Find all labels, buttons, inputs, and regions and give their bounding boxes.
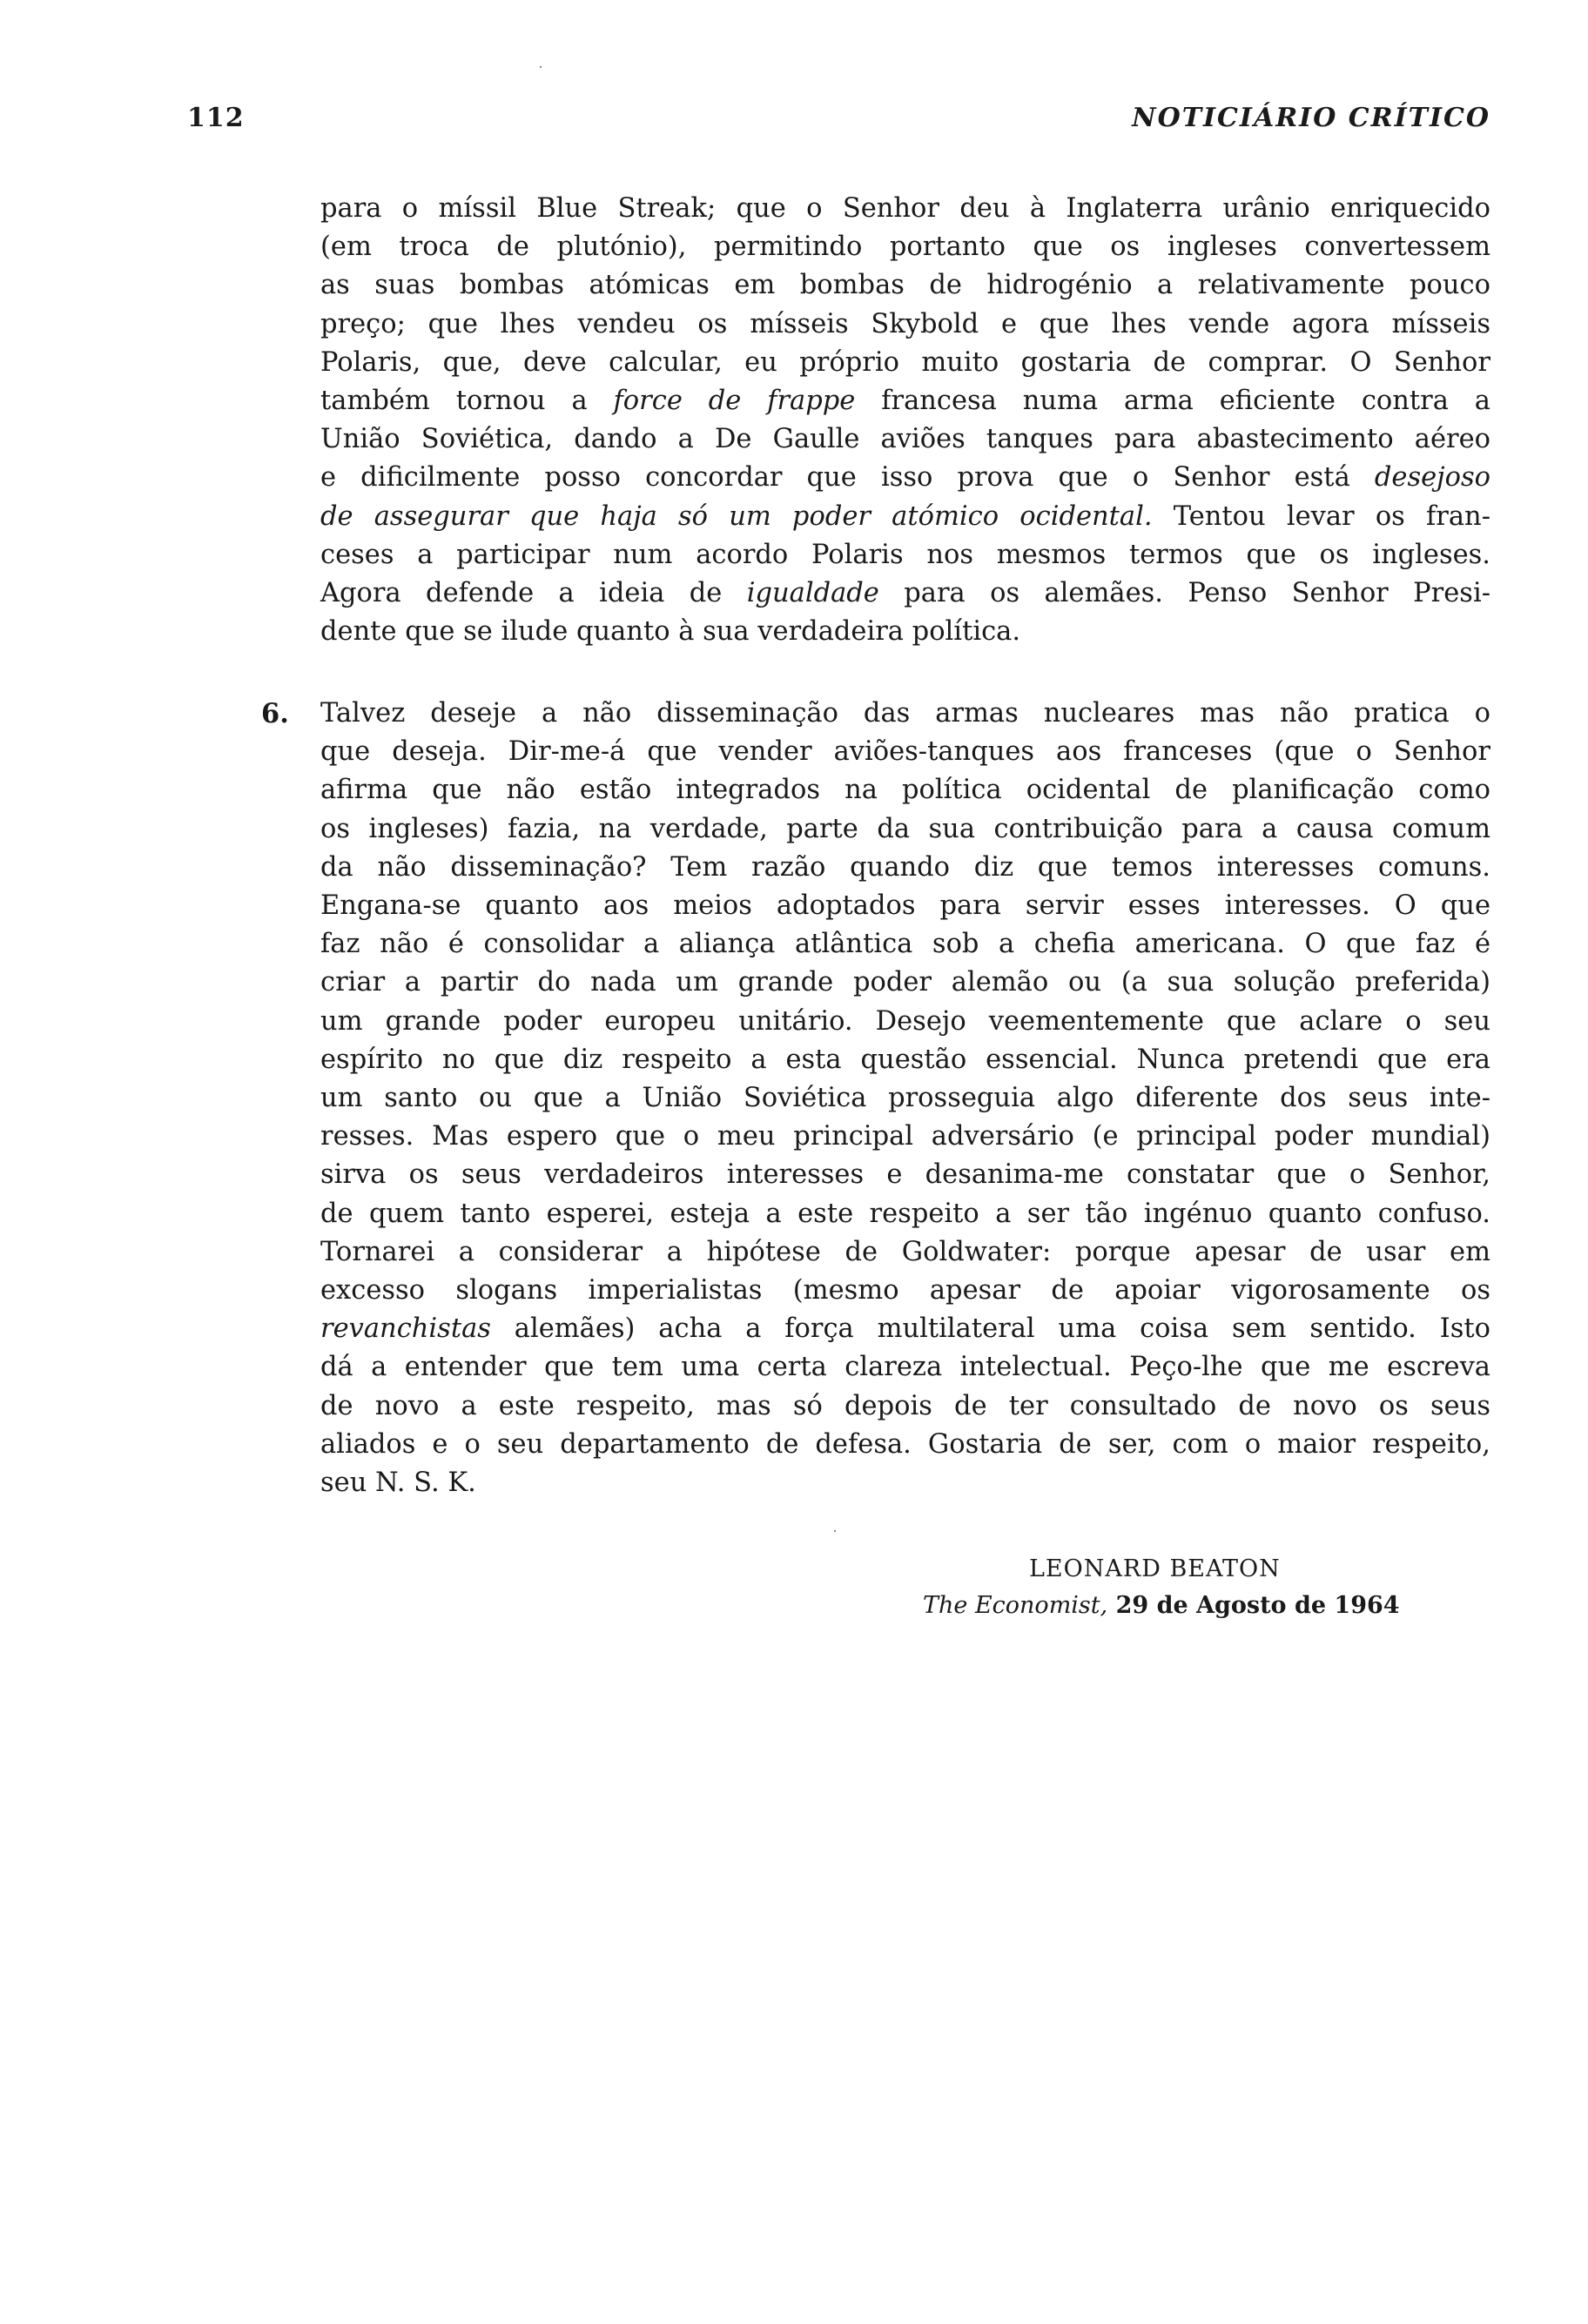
- paragraph-6: [320, 695, 1490, 1502]
- paragraph-continuation: [320, 190, 1490, 651]
- paper-speck: [540, 66, 542, 68]
- item-number: 6.: [261, 698, 289, 729]
- text-line: ceses a participar num acordo Polaris nos mesmos termos que os ingleses.: [320, 539, 1490, 570]
- page-number: 112: [187, 103, 245, 133]
- text-line: sirva os seus verdadeiros interesses e desanima-me constatar que o Senhor,: [320, 1159, 1490, 1191]
- text-line: seu N. S. K.: [320, 1468, 476, 1499]
- text-line: resses. Mas espero que o meu principal adversário (e principal poder mundial): [320, 1121, 1490, 1152]
- text-line: os ingleses) fazia, na verdade, parte da sua contribuição para a causa comum: [320, 813, 1490, 844]
- text-line: (em troca de plutónio), permitindo portanto que os ingleses convertessem: [320, 232, 1490, 263]
- publication-name: The Economist,: [923, 1592, 1108, 1619]
- text-line: Polaris, que, deve calcular, eu próprio muito gostaria de comprar. O Senhor: [320, 346, 1490, 378]
- text-line: para o míssil Blue Streak; que o Senhor deu à Inglaterra urânio enriquecido: [320, 193, 1490, 224]
- italic-phrase: desejoso: [1374, 462, 1490, 494]
- text-span: francesa numa arma eficiente contra a: [855, 386, 1490, 417]
- text-line: de novo a este respeito, mas só depois de ter consultado de novo os seus: [320, 1390, 1490, 1421]
- paper-speck: [834, 1530, 836, 1532]
- text-line: Engana-se quanto aos meios adoptados para servir esses interesses. O que: [320, 890, 1490, 922]
- italic-phrase: force de frappe: [613, 386, 856, 417]
- text-line: [320, 382, 1490, 420]
- text-line: dá a entender que tem uma certa clareza intelectual. Peço-lhe que me escreva: [320, 1352, 1490, 1383]
- text-line: Tornarei a considerar a hipótese de Goldwater: porque apesar de usar em: [320, 1236, 1490, 1267]
- italic-phrase: igualdade: [746, 578, 879, 609]
- publication-date: 29 de Agosto de 1964: [1107, 1592, 1400, 1619]
- source-citation: [923, 1588, 1428, 1624]
- text-line: afirma que não estão integrados na política ocidental de planificação como: [320, 775, 1490, 806]
- text-line: as suas bombas atómicas em bombas de hidrogénio a relativamente pouco: [320, 270, 1490, 301]
- text-line: [320, 1310, 1490, 1348]
- text-span: para os alemães. Penso Senhor Presi-: [878, 578, 1491, 609]
- text-line: [320, 498, 1490, 536]
- text-span: Tentou levar os fran-: [1152, 500, 1491, 532]
- text-line: faz não é consolidar a aliança atlântica sob a chefia americana. O que faz é: [320, 929, 1490, 960]
- text-line: preço; que lhes vendeu os mísseis Skybold e que lhes vende agora mísseis: [320, 308, 1490, 339]
- text-span: também tornou a: [320, 386, 614, 417]
- running-title: NOTICIÁRIO CRÍTICO: [1132, 103, 1490, 133]
- text-line: um santo ou que a União Soviética prosseguia algo diferente dos seus inte-: [320, 1083, 1490, 1114]
- text-line: que deseja. Dir-me-á que vender aviões-tanques aos franceses (que o Senhor: [320, 736, 1490, 768]
- text-line: [320, 459, 1490, 497]
- text-line: criar a partir do nada um grande poder alemão ou (a sua solução preferida): [320, 967, 1490, 998]
- author-name: LEONARD BEATON: [1029, 1555, 1281, 1582]
- text-line: excesso slogans imperialistas (mesmo apesar de apoiar vigorosamente os: [320, 1275, 1490, 1306]
- text-line: União Soviética, dando a De Gaulle aviões tanques para abastecimento aéreo: [320, 424, 1490, 455]
- text-line: [320, 574, 1490, 613]
- text-line: um grande poder europeu unitário. Desejo veementemente que aclare o seu: [320, 1005, 1490, 1037]
- text-span: alemães) acha a força multilateral uma coisa sem sentido. Isto: [514, 1313, 1490, 1345]
- text-span: e dificilmente posso concordar que isso prova que o Senhor está: [320, 462, 1375, 494]
- text-line: Talvez deseje a não disseminação das armas nucleares mas não pratica o: [320, 698, 1490, 729]
- text-line: da não disseminação? Tem razão quando diz que temos interesses comuns.: [320, 851, 1490, 883]
- text-line: aliados e o seu departamento de defesa. Gostaria de ser, com o maior respeito,: [320, 1428, 1490, 1460]
- text-line: espírito no que diz respeito a esta questão essencial. Nunca pretendi que era: [320, 1044, 1490, 1075]
- text-line: de quem tanto esperei, esteja a este respeito a ser tão ingénuo quanto confuso.: [320, 1198, 1490, 1229]
- italic-phrase: de assegurar que haja só um poder atómico ocidental.: [320, 500, 1153, 532]
- text-line: dente que se ilude quanto à sua verdadeira política.: [320, 616, 1021, 648]
- signature-block: [923, 1551, 1428, 1624]
- page-header: [187, 103, 1490, 138]
- text-span: Agora defende a ideia de: [320, 578, 747, 609]
- italic-phrase: revanchistas: [320, 1313, 491, 1345]
